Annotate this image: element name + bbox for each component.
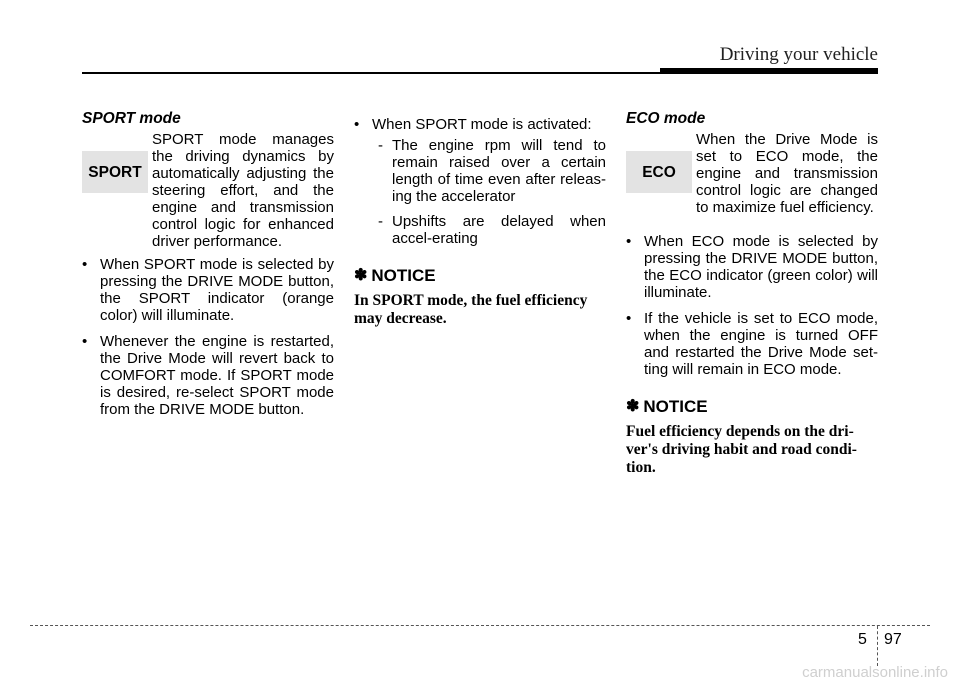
list-item: - The engine rpm will tend to remain raised over a certain length of time even after releas-ing the accelerator — [378, 137, 606, 205]
column-sport-continued — [354, 110, 606, 328]
footer-rule — [30, 625, 930, 626]
sport-mode-title: SPORT mode — [82, 110, 181, 127]
page-number: 97 — [884, 631, 902, 648]
sport-intro-text: SPORT mode manages the driving dynamics by automatically adjusting the steering effort, and the engine and transmission control logic for enhanced driver performance. — [152, 131, 334, 250]
list-item: - Upshifts are delayed when accel-erating — [378, 213, 606, 247]
list-item: • When SPORT mode is selected by pressing the DRIVE MODE button, the SPORT indicator (orange color) will illuminate. — [82, 256, 334, 324]
header-rule — [82, 72, 660, 74]
column-eco — [626, 110, 878, 477]
bullet-icon: • — [82, 256, 88, 273]
notice-star-icon: ✽ — [626, 398, 640, 415]
bullet-icon: • — [626, 233, 632, 250]
notice-star-icon: ✽ — [354, 267, 368, 284]
sport-activated-lead: When SPORT mode is activated: — [372, 116, 592, 133]
bullet-icon: • — [82, 333, 88, 350]
eco-bullets — [626, 233, 878, 378]
dash-icon: - — [378, 137, 383, 154]
sport-notice-body: In SPORT mode, the fuel efficiency may decrease. — [354, 292, 588, 327]
sport-activated-bullets — [354, 116, 606, 247]
list-item — [354, 116, 606, 247]
sport-activated-sublist — [372, 137, 606, 247]
eco-notice-body: Fuel efficiency depends on the dri-ver's driving habit and road condi-tion. — [626, 423, 857, 476]
sport-bullets — [82, 256, 334, 418]
eco-notice-title: ✽ NOTICE — [626, 397, 708, 416]
chapter-number: 5 — [858, 631, 867, 648]
column-sport — [82, 110, 334, 427]
list-item: • Whenever the engine is restarted, the Drive Mode will revert back to COMFORT mode. If SPORT mode is desired, re-select SPORT mode from the DRIVE MODE button. — [82, 333, 334, 418]
sport-intro — [82, 131, 334, 250]
list-item: • When ECO mode is selected by pressing the DRIVE MODE button, the ECO indicator (green color) will illuminate. — [626, 233, 878, 301]
footer-divider — [877, 626, 878, 666]
eco-badge-icon: ECO — [626, 151, 692, 193]
bullet-icon: • — [626, 310, 632, 327]
dash-icon: - — [378, 213, 383, 230]
watermark: carmanualsonline.info — [802, 664, 948, 681]
eco-intro-text: When the Drive Mode is set to ECO mode, the engine and transmission control logic are changed to maximize fuel efficiency. — [696, 131, 878, 216]
sport-badge-icon: SPORT — [82, 151, 148, 193]
sport-notice-title: ✽ NOTICE — [354, 266, 436, 285]
list-item: • If the vehicle is set to ECO mode, when the engine is turned OFF and restarted the Drive Mode set-ting will remain in ECO mode. — [626, 310, 878, 378]
eco-mode-title: ECO mode — [626, 110, 706, 127]
bullet-icon: • — [354, 116, 360, 133]
header-rule-bold — [660, 68, 878, 74]
eco-intro — [626, 131, 878, 227]
page-header-title: Driving your vehicle — [719, 44, 878, 65]
